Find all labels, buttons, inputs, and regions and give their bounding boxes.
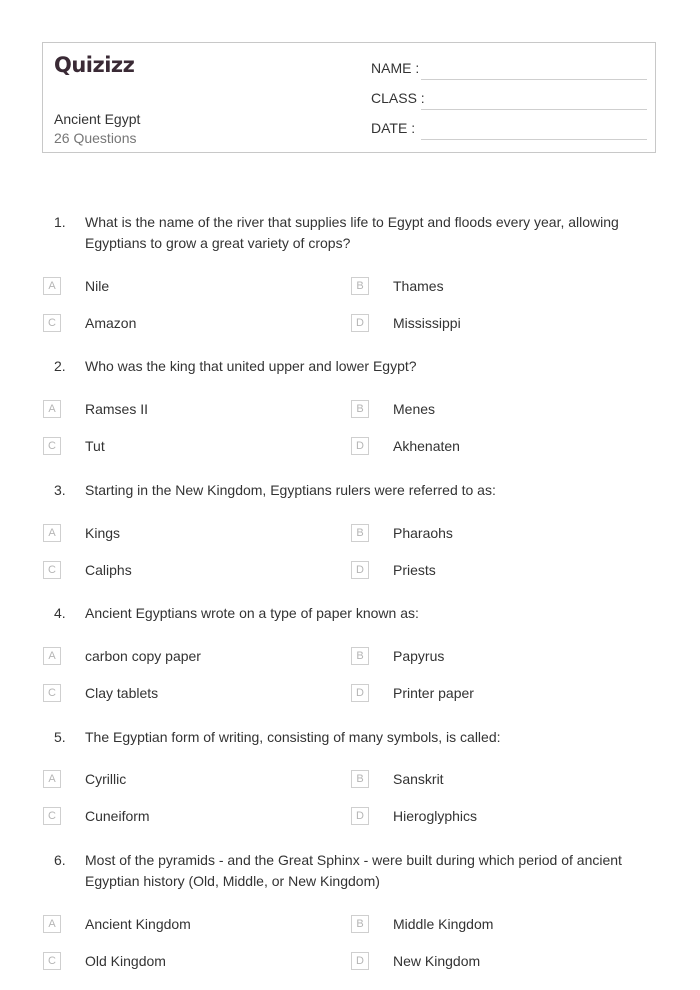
question-text: Most of the pyramids - and the Great Sphinx - were built during which period of ancient Egyptian history (Old, Middle, or New Kingdom)	[85, 852, 622, 889]
option-letter: D	[351, 437, 369, 455]
worksheet-title: Ancient Egypt	[54, 111, 141, 127]
question-text: Who was the king that united upper and lower Egypt?	[85, 358, 417, 374]
option-text: Old Kingdom	[85, 953, 166, 969]
option-letter: D	[351, 561, 369, 579]
question-text: The Egyptian form of writing, consisting of many symbols, is called:	[85, 729, 501, 745]
option-letter: D	[351, 314, 369, 332]
question-number: 5.	[54, 729, 66, 745]
option-text: Nile	[85, 278, 110, 294]
option-letter: D	[351, 807, 369, 825]
option-text: Papyrus	[393, 648, 445, 664]
option-letter: D	[351, 952, 369, 970]
option-letter: B	[351, 647, 369, 665]
option-letter: C	[43, 684, 61, 702]
name-field[interactable]	[421, 79, 647, 80]
option-letter: C	[43, 807, 61, 825]
option-letter: B	[351, 770, 369, 788]
question-number: 3.	[54, 482, 66, 498]
option-text: Caliphs	[85, 562, 132, 578]
option-text: Middle Kingdom	[393, 916, 494, 932]
option-text: Cyrillic	[85, 771, 127, 787]
question-text: Starting in the New Kingdom, Egyptians rulers were referred to as:	[85, 482, 496, 498]
option-letter: A	[43, 915, 61, 933]
question-number: 2.	[54, 358, 66, 374]
option-text: Pharaohs	[393, 525, 453, 541]
option-text: Kings	[85, 525, 121, 541]
option-text: Thames	[393, 278, 444, 294]
option-text: Ancient Kingdom	[85, 916, 191, 932]
class-field[interactable]	[421, 109, 647, 110]
option-text: Menes	[393, 401, 436, 417]
option-letter: B	[351, 400, 369, 418]
name-label: NAME :	[371, 60, 420, 76]
option-letter: A	[43, 400, 61, 418]
option-text: Tut	[85, 438, 105, 454]
option-letter: B	[351, 277, 369, 295]
option-letter: A	[43, 647, 61, 665]
question-count: 26 Questions	[54, 130, 137, 146]
option-letter: C	[43, 952, 61, 970]
option-letter: A	[43, 770, 61, 788]
option-text: New Kingdom	[393, 953, 481, 969]
option-letter: B	[351, 915, 369, 933]
worksheet-header	[42, 42, 656, 153]
question-text: What is the name of the river that supplies life to Egypt and floods every year, allowing Egyptians to grow a great variety of crops?	[85, 214, 619, 251]
option-letter: C	[43, 437, 61, 455]
option-text: Amazon	[85, 315, 137, 331]
option-letter: C	[43, 314, 61, 332]
option-text: Clay tablets	[85, 685, 159, 701]
option-text: Mississippi	[393, 315, 461, 331]
question-number: 1.	[54, 214, 66, 230]
question-number: 6.	[54, 852, 66, 868]
question-text: Ancient Egyptians wrote on a type of paper known as:	[85, 605, 419, 621]
option-letter: B	[351, 524, 369, 542]
option-text: Ramses II	[85, 401, 149, 417]
class-label: CLASS :	[371, 90, 425, 106]
option-letter: A	[43, 524, 61, 542]
option-letter: C	[43, 561, 61, 579]
date-field[interactable]	[421, 139, 647, 140]
quizizz-logo: Quizizz	[54, 53, 135, 77]
option-letter: A	[43, 277, 61, 295]
question-number: 4.	[54, 605, 66, 621]
option-letter: D	[351, 684, 369, 702]
option-text: Akhenaten	[393, 438, 460, 454]
option-text: Printer paper	[393, 685, 474, 701]
option-text: Priests	[393, 562, 436, 578]
option-text: Cuneiform	[85, 808, 150, 824]
option-text: Sanskrit	[393, 771, 444, 787]
date-label: DATE :	[371, 120, 416, 136]
option-text: Hieroglyphics	[393, 808, 478, 824]
option-text: carbon copy paper	[85, 648, 201, 664]
